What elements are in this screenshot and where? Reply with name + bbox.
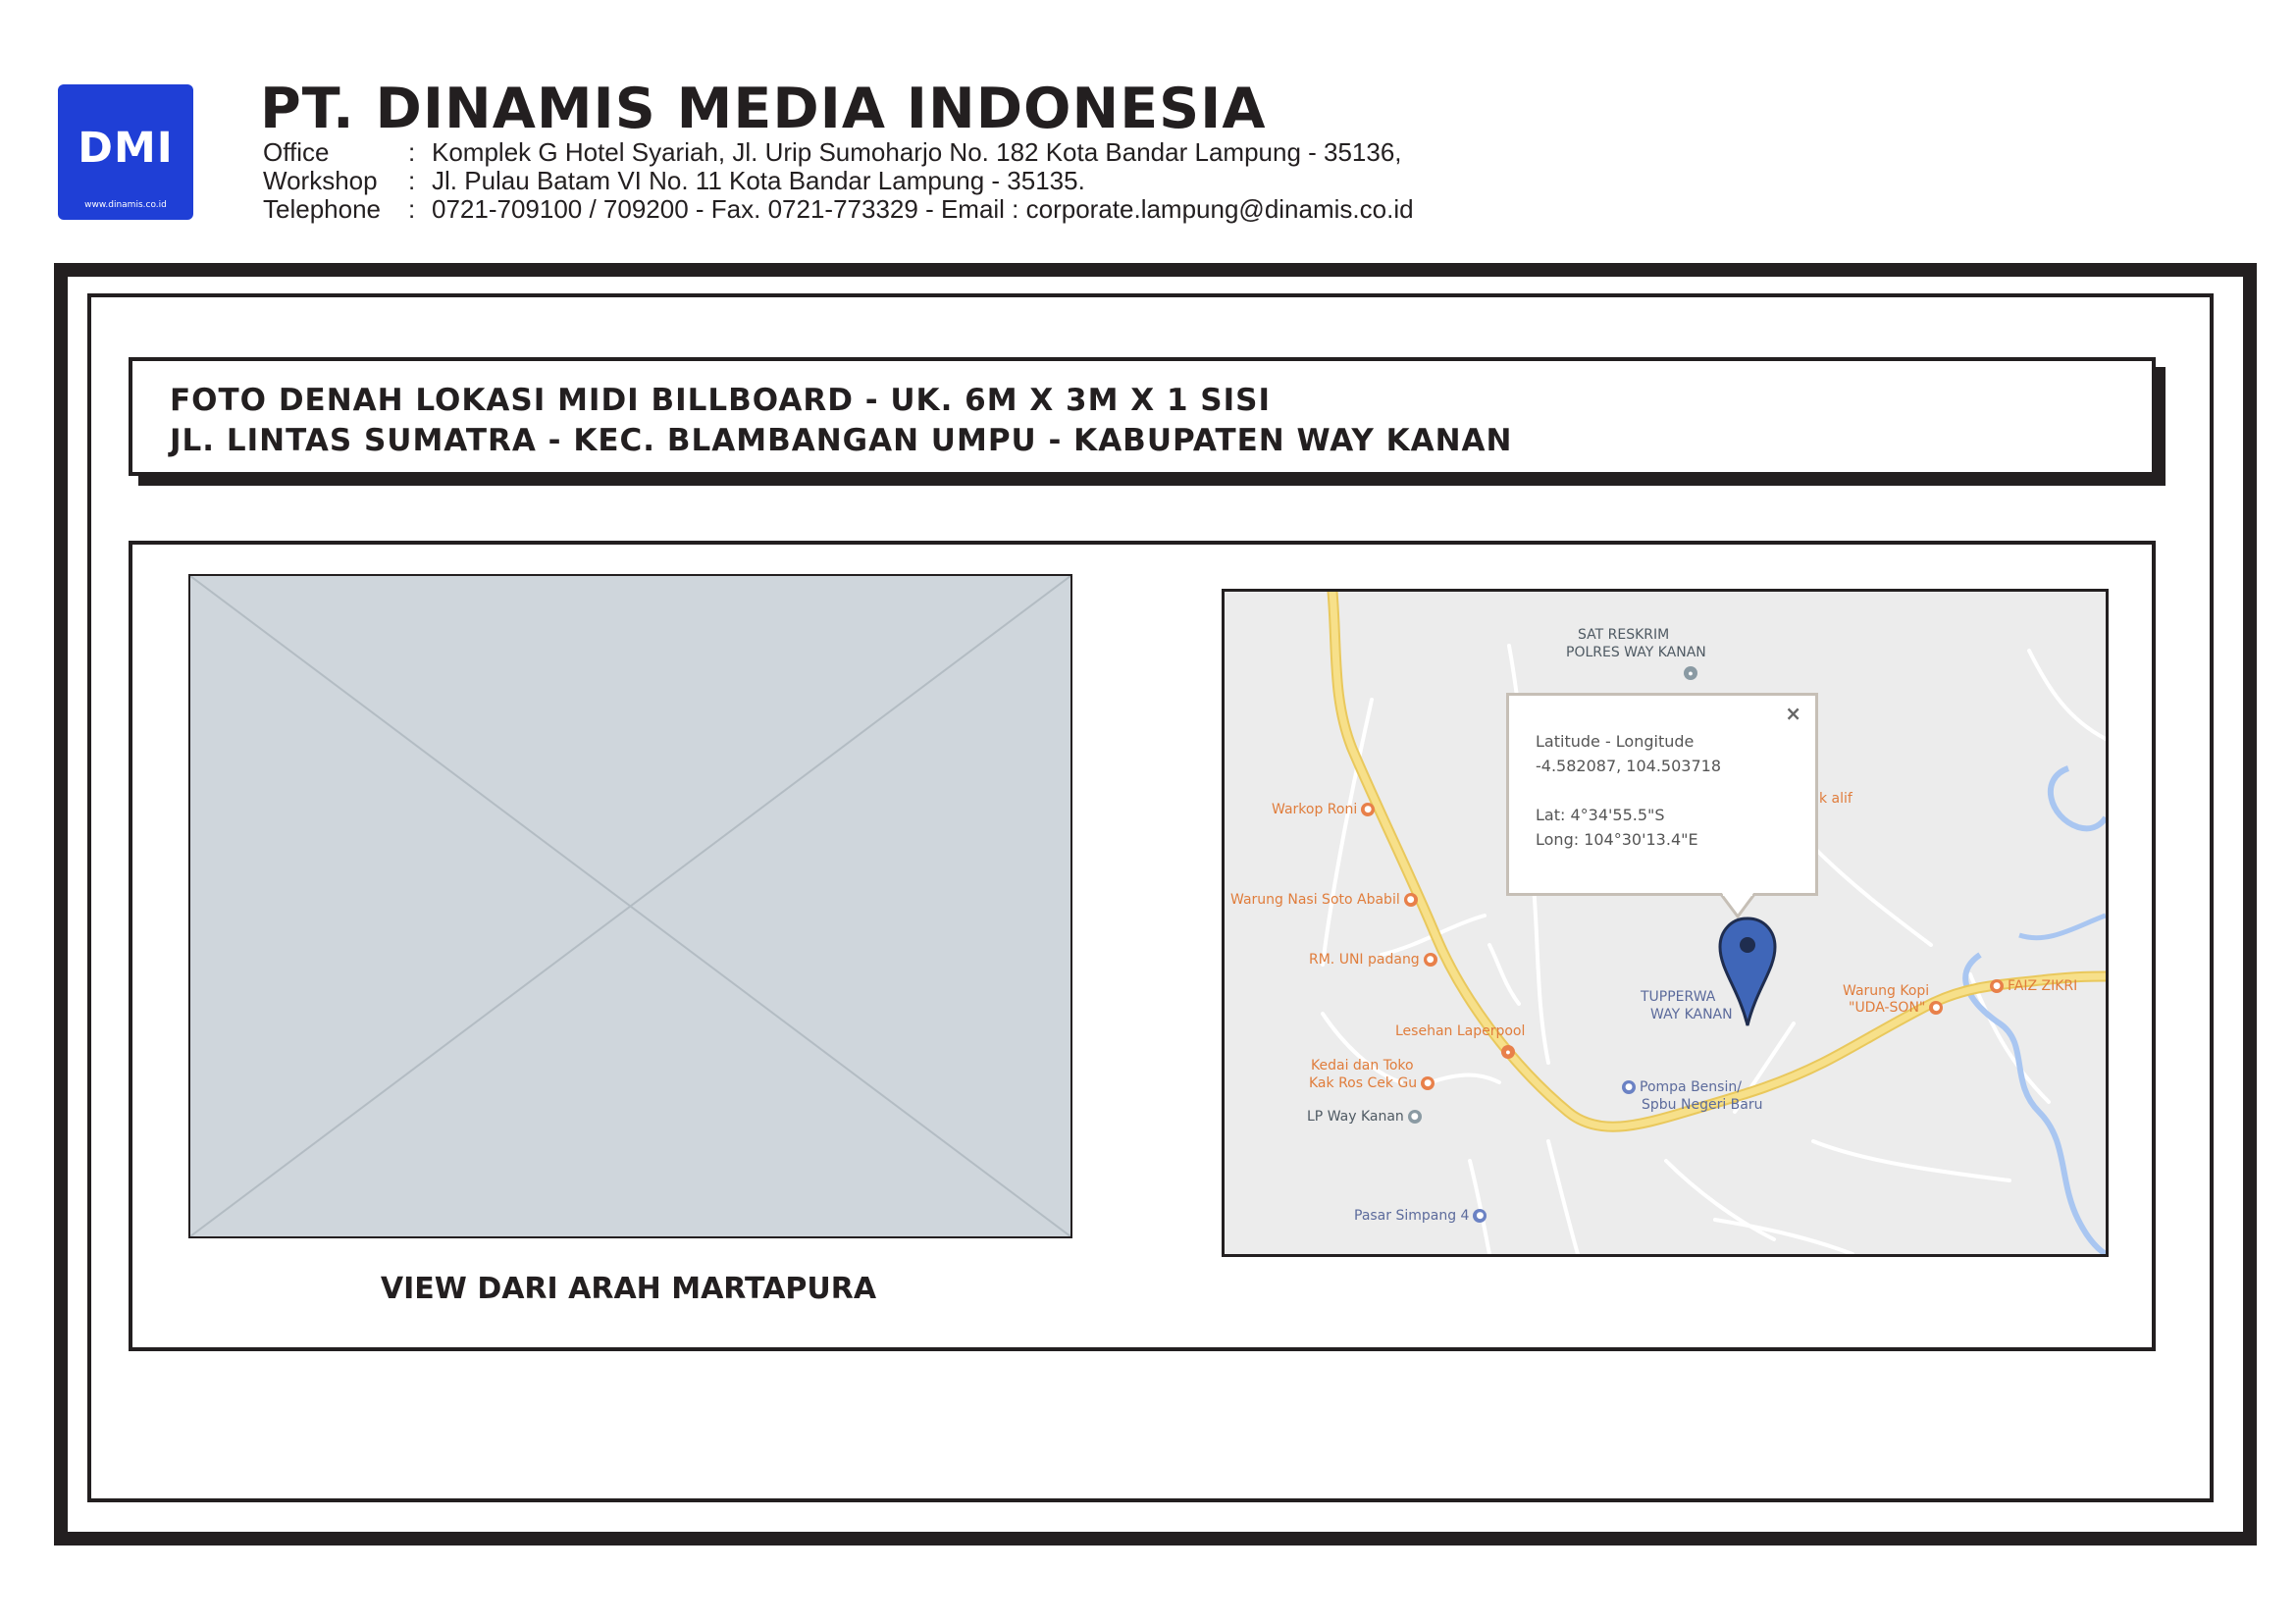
workshop-separator: : <box>408 166 416 195</box>
poi-faiz-zikri[interactable] <box>1990 978 2077 994</box>
popup-latitude: Lat: 4°34'55.5"S <box>1536 806 1665 824</box>
poi-faiz-zikri-label: FAIZ ZIKRI <box>2008 978 2078 994</box>
poi-tupperware[interactable]: TUPPERWA <box>1641 989 1716 1005</box>
company-name: PT. DINAMIS MEDIA INDONESIA <box>260 77 1267 141</box>
location-photo-placeholder <box>190 576 1070 1236</box>
location-pin-icon[interactable] <box>1717 916 1778 1028</box>
office-separator: : <box>408 137 416 167</box>
poi-polres-way-kanan[interactable]: POLRES WAY KANAN <box>1566 645 1706 660</box>
poi-kak-ros-cek-gu[interactable] <box>1309 1075 1435 1091</box>
poi-pompa-bensin[interactable] <box>1622 1079 1742 1095</box>
police-station-icon[interactable]: ● <box>1684 666 1697 680</box>
telephone-label: Telephone <box>263 194 381 224</box>
telephone-contact: 0721-709100 / 709200 - Fax. 0721-773329 - Email : corporate.lampung@dinamis.co.id <box>432 194 1414 224</box>
title-line-1: FOTO DENAH LOKASI MIDI BILLBOARD - UK. 6M X 3M X 1 SISI <box>170 383 1272 418</box>
popup-label: Latitude - Longitude <box>1536 732 1695 751</box>
title-box <box>129 357 2156 476</box>
logo-url: www.dinamis.co.id <box>84 200 167 210</box>
restaurant-icon[interactable]: ● <box>1501 1045 1515 1059</box>
cafe-icon: ● <box>1929 1001 1943 1015</box>
poi-lp-way-kanan[interactable] <box>1307 1109 1422 1125</box>
poi-warung-kopi[interactable]: Warung Kopi <box>1843 983 1930 999</box>
poi-warung-nasi-soto[interactable] <box>1230 892 1418 908</box>
company-logo <box>58 84 193 220</box>
poi-rm-uni-padang[interactable] <box>1309 952 1437 968</box>
map-base <box>1225 592 2106 1254</box>
photo-caption: VIEW DARI ARAH MARTAPURA <box>380 1272 877 1306</box>
office-label: Office <box>263 137 330 167</box>
poi-warkop-roni-label: Warkop Roni <box>1272 802 1358 817</box>
poi-warung-nasi-soto-label: Warung Nasi Soto Ababil <box>1230 892 1400 908</box>
fuel-station-icon: ● <box>1622 1080 1636 1094</box>
popup-coordinates: -4.582087, 104.503718 <box>1536 757 1721 775</box>
popup-longitude: Long: 104°30'13.4"E <box>1536 830 1698 849</box>
workshop-address: Jl. Pulau Batam VI No. 11 Kota Bandar Lampung - 35135. <box>432 166 1085 195</box>
location-map[interactable] <box>1222 589 2109 1257</box>
poi-pompa-bensin-label: Pompa Bensin/ <box>1640 1079 1742 1095</box>
restaurant-icon: ● <box>1424 953 1437 967</box>
shop-icon: ● <box>1421 1076 1435 1090</box>
poi-tupperware-way-kanan[interactable]: WAY KANAN <box>1650 1007 1733 1022</box>
restaurant-icon: ● <box>1404 893 1418 907</box>
office-address: Komplek G Hotel Syariah, Jl. Urip Sumoharjo No. 182 Kota Bandar Lampung - 35136, <box>432 137 1402 167</box>
coordinate-popup <box>1506 693 1818 896</box>
building-icon: ● <box>1408 1110 1422 1124</box>
poi-rm-uni-padang-label: RM. UNI padang <box>1309 952 1420 968</box>
close-icon[interactable]: × <box>1785 702 1801 725</box>
poi-uda-son-label: "UDA-SON" <box>1849 1000 1926 1016</box>
poi-lp-way-kanan-label: LP Way Kanan <box>1307 1109 1404 1125</box>
restaurant-icon: ● <box>1990 979 2004 993</box>
poi-alif[interactable]: k alif <box>1819 791 1852 807</box>
poi-kedai-dan-toko[interactable]: Kedai dan Toko <box>1311 1058 1414 1074</box>
title-line-2: JL. LINTAS SUMATRA - KEC. BLAMBANGAN UMPU - KABUPATEN WAY KANAN <box>170 423 1513 458</box>
poi-pasar-simpang-4-label: Pasar Simpang 4 <box>1354 1208 1470 1224</box>
poi-uda-son[interactable] <box>1849 1000 1943 1016</box>
location-photo <box>188 574 1072 1238</box>
poi-lesehan-laperpool[interactable]: Lesehan Laperpool <box>1395 1023 1526 1039</box>
poi-warkop-roni[interactable] <box>1272 802 1375 817</box>
logo-text: DMI <box>78 124 174 173</box>
poi-sat-reskrim[interactable]: SAT RESKRIM <box>1578 627 1670 643</box>
workshop-label: Workshop <box>263 166 378 195</box>
telephone-separator: : <box>408 194 416 224</box>
poi-kak-ros-cek-gu-label: Kak Ros Cek Gu <box>1309 1075 1418 1091</box>
cafe-icon: ● <box>1361 803 1375 816</box>
poi-pasar-simpang-4[interactable] <box>1354 1208 1487 1224</box>
poi-spbu-negeri-baru[interactable]: Spbu Negeri Baru <box>1642 1097 1763 1113</box>
market-icon: ● <box>1473 1209 1487 1223</box>
